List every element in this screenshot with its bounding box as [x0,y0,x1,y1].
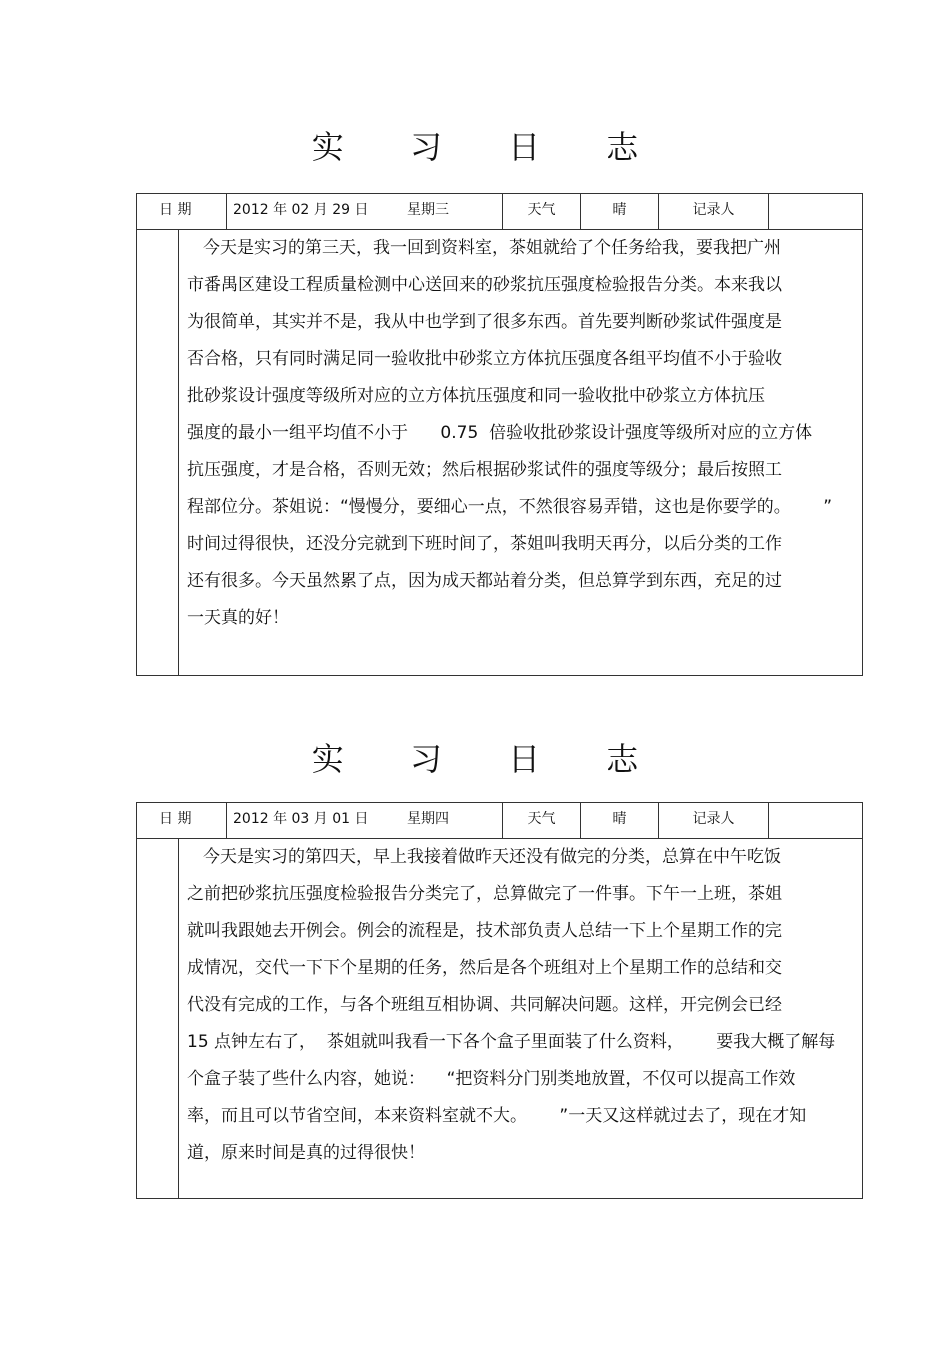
recorder-label: 记录人 [659,803,769,838]
date-value: 2012 年 02 月 29 日 [233,202,369,218]
weather-label: 天气 [503,194,581,229]
journal-body [137,230,862,676]
journal-title [0,734,950,780]
date-label: 日 期 [137,803,227,838]
date-label: 日 期 [137,194,227,229]
title-char: 实 [311,128,344,166]
title-char: 志 [606,740,639,778]
text-line: 市番禺区建设工程质量检测中心送回来的砂浆抗压强度检验报告分类。本来我以 [187,275,782,295]
weekday-value: 星期四 [406,811,449,827]
text-line: 一天真的好！ [187,608,289,628]
text-line: 道，原来时间是真的过得很快！ [187,1143,425,1163]
title-char: 日 [508,740,541,778]
text-line: 为很简单，其实并不是，我从中也学到了很多东西。首先要判断砂浆试件强度是 [187,312,782,332]
text-line: 代没有完成的工作，与各个班组互相协调、共同解决问题。这样，开完例会已经 [187,995,782,1015]
weather-value: 晴 [581,194,659,229]
title-char: 日 [508,128,541,166]
title-char: 实 [311,740,344,778]
text-line: 个盒子装了些什么内容，她说： “把资料分门别类地放置，不仅可以提高工作效 [187,1069,796,1089]
recorder-value [769,803,861,838]
date-weekday-cell [227,194,503,229]
text-line: 率，而且可以节省空间，本来资料室就不大。 ”一天又这样就过去了，现在才知 [187,1106,807,1126]
margin-column [137,230,179,676]
weather-value: 晴 [581,803,659,838]
header-row [137,803,862,839]
title-char: 习 [409,128,442,166]
weekday-value: 星期三 [406,202,449,218]
weather-label: 天气 [503,803,581,838]
text-line: 强度的最小一组平均值不小于 0.75 倍验收批砂浆设计强度等级所对应的立方体 [187,423,813,443]
text-line: 15 点钟左右了， 茶姐就叫我看一下各个盒子里面装了什么资料， 要我大概了解每 [187,1032,836,1052]
text-line: 程部位分。茶姐说：“慢慢分，要细心一点，不然很容易弄错，这也是你要学的。 ” [187,497,833,517]
journal-title [0,122,950,168]
date-weekday-cell [227,803,503,838]
text-line: 今天是实习的第三天，我一回到资料室，茶姐就给了个任务给我，要我把广州 [203,238,781,258]
title-char: 习 [409,740,442,778]
text-line: 否合格，只有同时满足同一验收批中砂浆立方体抗压强度各组平均值不小于验收 [187,349,782,369]
text-line: 批砂浆设计强度等级所对应的立方体抗压强度和同一验收批中砂浆立方体抗压 [187,386,765,406]
journal-table [136,193,863,676]
text-line: 成情况，交代一下下个星期的任务，然后是各个班组对上个星期工作的总结和交 [187,958,782,978]
text-line: 就叫我跟她去开例会。例会的流程是，技术部负责人总结一下上个星期工作的完 [187,921,782,941]
text-line: 之前把砂浆抗压强度检验报告分类完了，总算做完了一件事。下午一上班，茶姐 [187,884,782,904]
date-value: 2012 年 03 月 01 日 [233,811,369,827]
margin-column [137,839,179,1199]
header-row [137,194,862,230]
title-char: 志 [606,128,639,166]
text-line: 还有很多。今天虽然累了点，因为成天都站着分类，但总算学到东西，充足的过 [187,571,782,591]
recorder-label: 记录人 [659,194,769,229]
journal-table [136,802,863,1199]
journal-body [137,839,862,1199]
text-line: 时间过得很快，还没分完就到下班时间了，茶姐叫我明天再分，以后分类的工作 [187,534,782,554]
text-line: 抗压强度，才是合格，否则无效；然后根据砂浆试件的强度等级分；最后按照工 [187,460,782,480]
recorder-value [769,194,861,229]
text-line: 今天是实习的第四天，早上我接着做昨天还没有做完的分类，总算在中午吃饭 [203,847,781,867]
